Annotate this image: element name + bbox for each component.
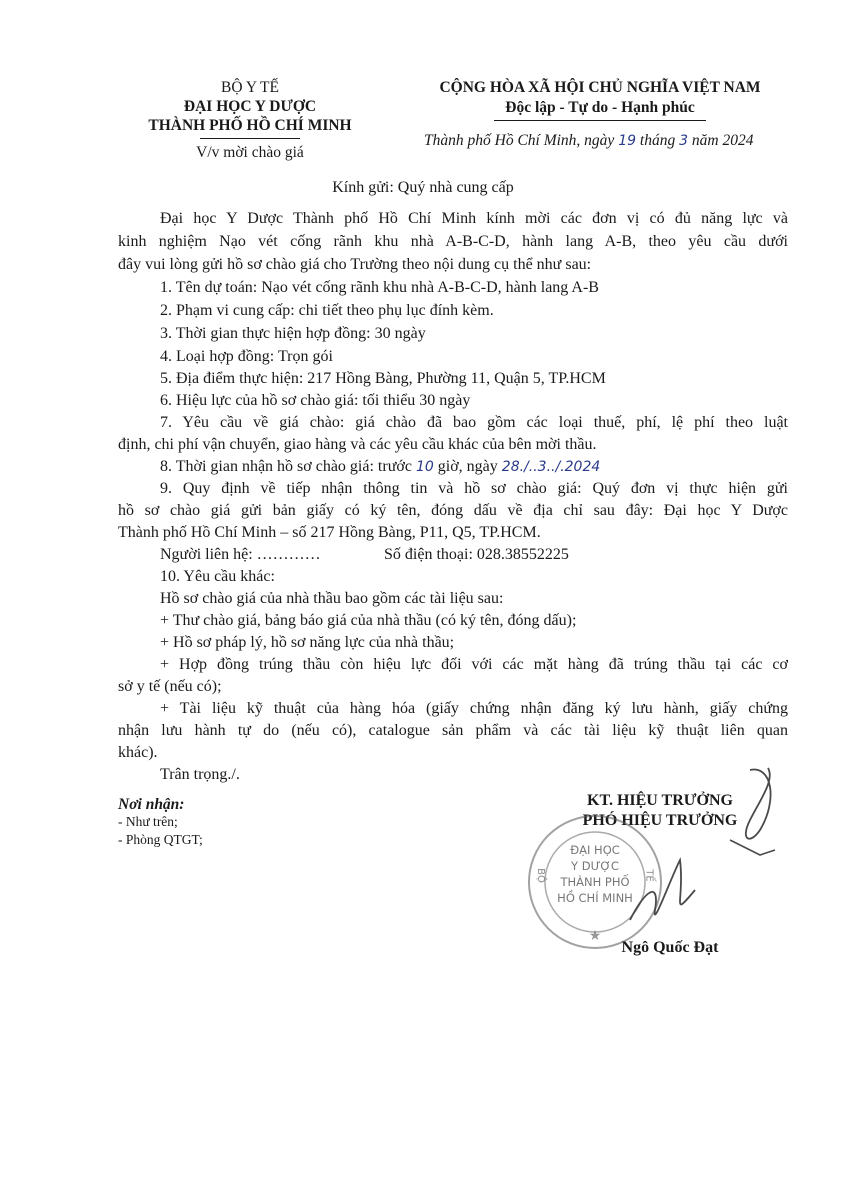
item10-title: 10. Yêu cầu khác: [160, 568, 275, 585]
list-item: 1. Tên dự toán: Nạo vét cống rãnh khu nhà A-B-C-D, hành lang A-B [160, 279, 599, 296]
list-item: 3. Thời gian thực hiện hợp đồng: 30 ngày [160, 325, 426, 342]
recipient-item: - Như trên; [118, 814, 178, 829]
nation-title: CỘNG HÒA XÃ HỘI CHỦ NGHĨA VIỆT NAM [439, 79, 761, 96]
date-prefix: Thành phố Hồ Chí Minh, ngày [424, 132, 615, 149]
university-name-line2: THÀNH PHỐ HỒ CHÍ MINH [148, 117, 352, 134]
seal-ring-right: TẾ [643, 869, 655, 882]
svg-text:★: ★ [588, 929, 602, 944]
seal-line: Y DƯỢC [571, 859, 619, 873]
item10-docs-line-1: + Tài liệu kỹ thuật của hàng hóa (giấy chứng nhận đăng ký lưu hành, giấy chứng [160, 700, 788, 717]
item7-line-1: 7. Yêu cầu về giá chào: giá chào đã bao gồm các loại thuế, phí, lệ phí theo luật [160, 414, 788, 431]
contact-phone: Số điện thoại: 028.38552225 [384, 546, 569, 563]
seal-line: HỒ CHÍ MINH [557, 891, 633, 905]
item10-intro: Hồ sơ chào giá của nhà thầu bao gồm các tài liệu sau: [160, 590, 504, 607]
date-month: 3 [679, 133, 688, 149]
item9-line-2: hồ sơ chào giá gửi bản giấy có ký tên, đóng dấu về địa chỉ sau đây: Đại học Y Dược [118, 502, 788, 519]
list-item: 2. Phạm vi cung cấp: chi tiết theo phụ lục đính kèm. [160, 302, 494, 319]
salutation: Kính gửi: Quý nhà cung cấp [332, 179, 514, 196]
university-name-line1: ĐẠI HỌC Y DƯỢC [183, 98, 317, 115]
item10-docs-line-3: khác). [118, 744, 158, 761]
signature-title-2: PHÓ HIỆU TRƯỞNG [582, 812, 738, 829]
signer-name: Ngô Quốc Đạt [621, 939, 719, 956]
list-item: + Thư chào giá, bảng báo giá của nhà thầu (có ký tên, đóng dấu); [160, 612, 577, 629]
contact-person: Người liên hệ: ………… [160, 546, 321, 563]
item8-date: 28./..3../.2024 [501, 459, 601, 475]
document-date [424, 131, 753, 151]
seal-line: ĐẠI HỌC [570, 843, 620, 857]
recipient-item: - Phòng QTGT; [118, 832, 203, 847]
ministry-name: BỘ Y TẾ [221, 79, 279, 96]
item10-contract-line-2: sở y tế (nếu có); [118, 678, 222, 695]
list-item: 4. Loại hợp đồng: Trọn gói [160, 348, 333, 365]
item10-docs-line-2: nhận lưu hành tự do (nếu có), catalogue sản phẩm và các tài liệu kỹ thuật liên quan [118, 722, 788, 739]
item7-line-2: định, chi phí vận chuyển, giao hàng và các yêu cầu khác của bên mời thầu. [118, 436, 597, 453]
list-item: 5. Địa điểm thực hiện: 217 Hồng Bàng, Phường 11, Quận 5, TP.HCM [160, 370, 606, 387]
item8-prefix: 8. Thời gian nhận hồ sơ chào giá: trước [160, 458, 412, 475]
seal-line: THÀNH PHỐ [560, 875, 630, 889]
intro-line-2: kinh nghiệm Nạo vét cống rãnh khu nhà A-B-C-D, hành lang A-B, theo yêu cầu dưới [118, 233, 788, 250]
intro-line-3: đây vui lòng gửi hồ sơ chào giá cho Trường theo nội dung cụ thể như sau: [118, 256, 592, 273]
header-underline [200, 138, 300, 139]
item9-line-1: 9. Quy định về tiếp nhận thông tin và hồ sơ chào giá: Quý đơn vị thực hiện gửi [160, 480, 788, 497]
item8-mid: giờ, ngày [437, 458, 498, 475]
recipients-title: Nơi nhận: [118, 796, 185, 813]
date-year: năm 2024 [691, 132, 754, 149]
intro-line-1: Đại học Y Dược Thành phố Hồ Chí Minh kính mời các đơn vị có đủ năng lực và [160, 210, 788, 227]
list-item: + Hồ sơ pháp lý, hồ sơ năng lực của nhà thầu; [160, 634, 455, 651]
date-month-label: tháng [639, 132, 676, 149]
item9-line-3: Thành phố Hồ Chí Minh – số 217 Hồng Bàng, P11, Q5, TP.HCM. [118, 524, 541, 541]
item10-contract-line-1: + Hợp đồng trúng thầu còn hiệu lực đối với các mặt hàng đã trúng thầu tại các cơ [160, 656, 788, 673]
closing: Trân trọng./. [160, 766, 240, 783]
nation-motto: Độc lập - Tự do - Hạnh phúc [505, 99, 695, 116]
date-day: 19 [618, 133, 637, 149]
signature-title-1: KT. HIỆU TRƯỞNG [587, 792, 733, 809]
handwritten-signature [600, 760, 790, 940]
seal-ring-left: BỘ [534, 868, 546, 883]
item8-hour: 10 [415, 459, 434, 475]
motto-underline [494, 120, 706, 121]
item8-deadline [160, 456, 600, 478]
subject-line: V/v mời chào giá [196, 144, 304, 161]
list-item: 6. Hiệu lực của hồ sơ chào giá: tối thiểu 30 ngày [160, 392, 471, 409]
